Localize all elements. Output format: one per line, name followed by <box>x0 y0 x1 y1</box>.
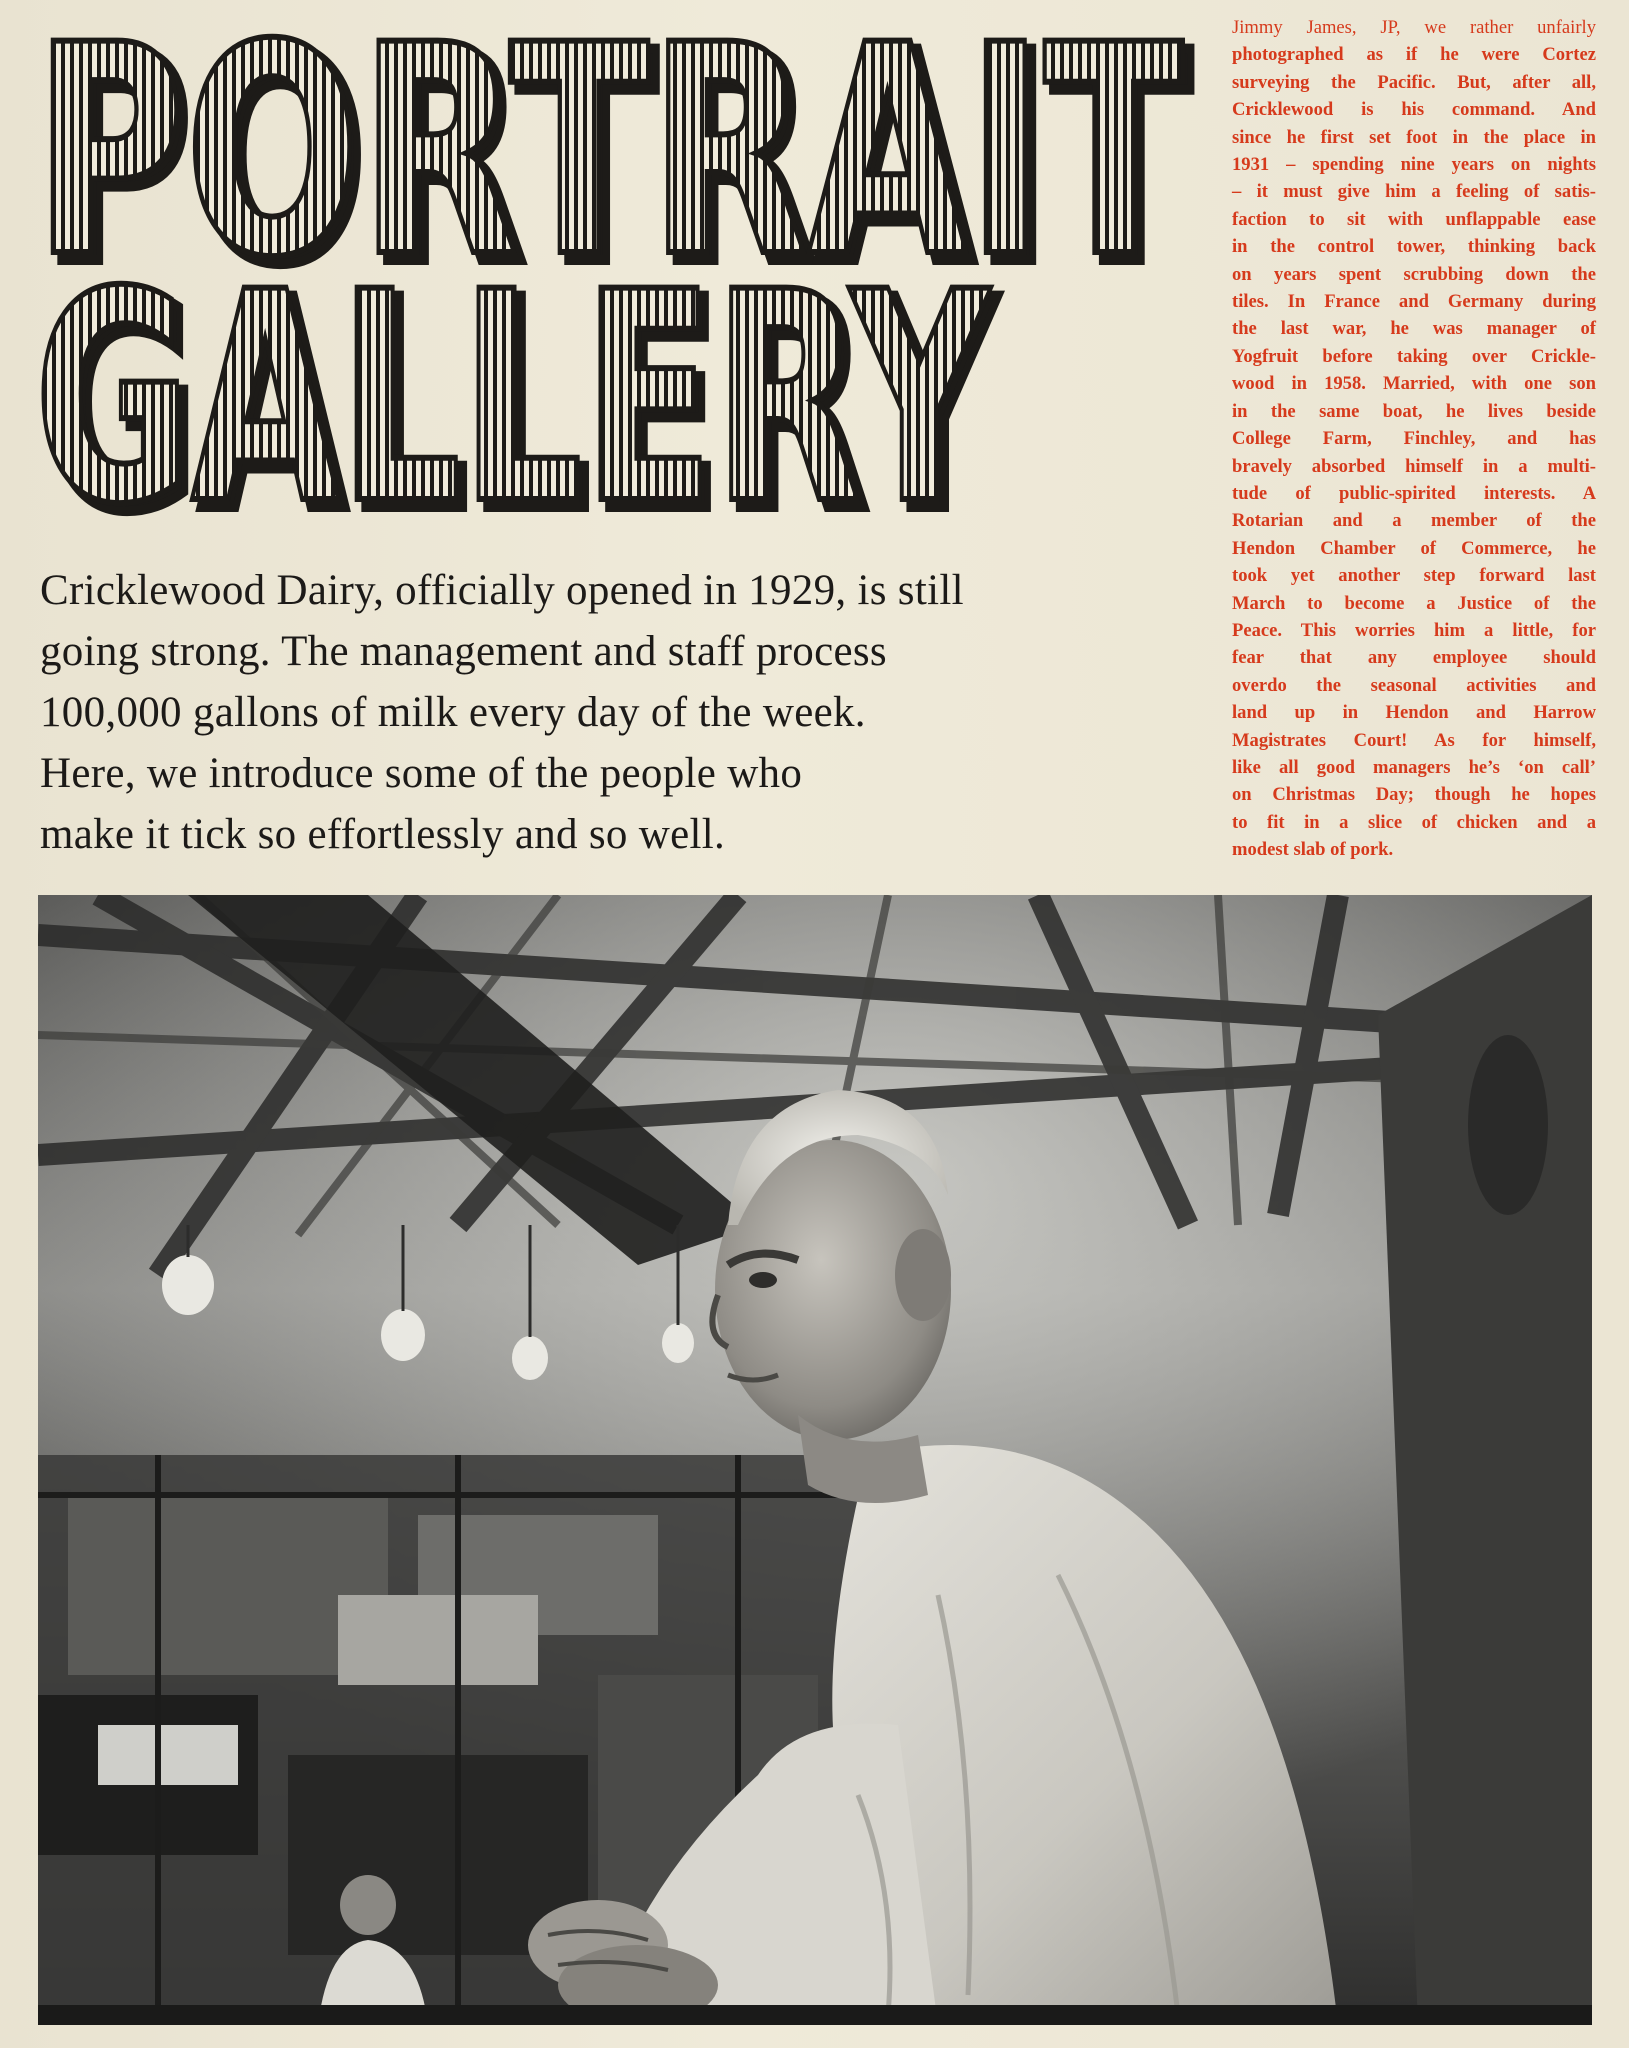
caption-line: to fit in a slice of chicken and a <box>1232 811 1596 833</box>
caption-line: surveying the Pacific. But, after all, <box>1232 71 1596 93</box>
caption-line: tude of public-spirited interests. A <box>1232 482 1596 504</box>
caption-line: College Farm, Finchley, and has <box>1232 428 1596 450</box>
caption-line: Peace. This worries him a little, for <box>1232 619 1596 641</box>
caption-line: Jimmy James, JP, we rather unfairly <box>1232 17 1596 38</box>
page-title <box>34 22 1214 522</box>
title-line2: GALLERY <box>34 231 991 522</box>
caption-line: March to become a Justice of the <box>1232 592 1596 614</box>
caption-line: overdo the seasonal activities and <box>1232 674 1596 696</box>
intro-line: make it tick so effortlessly and so well. <box>40 811 726 858</box>
caption-line: Yogfruit before taking over Crickle- <box>1232 345 1596 367</box>
intro-paragraph <box>40 560 1210 865</box>
title-line1: PORTRAIT <box>34 22 1186 321</box>
caption-line: – it must give him a feeling of satis- <box>1232 181 1596 203</box>
caption-line: Cricklewood is his command. And <box>1232 99 1596 121</box>
portrait-photo <box>38 895 1592 2025</box>
intro-line: going strong. The management and staff process <box>40 628 887 675</box>
intro-line: Cricklewood Dairy, officially opened in 1929, is still <box>40 567 964 614</box>
intro-line: 100,000 gallons of milk every day of the week. <box>40 689 866 736</box>
caption-line: on Christmas Day; though he hopes <box>1232 784 1596 806</box>
photo-illustration <box>38 895 1592 2025</box>
caption-line: on years spent scrubbing down the <box>1232 263 1596 285</box>
caption-line: land up in Hendon and Harrow <box>1232 702 1596 724</box>
caption-line: tiles. In France and Germany during <box>1232 291 1596 313</box>
caption-line: took yet another step forward last <box>1232 565 1596 587</box>
title-lettering <box>34 22 1214 522</box>
caption-line: Hendon Chamber of Commerce, he <box>1232 537 1596 559</box>
caption-line: in the same boat, he lives beside <box>1232 400 1596 422</box>
caption-line: in the control tower, thinking back <box>1232 236 1596 258</box>
title-line2-shadow: GALLERY <box>42 239 999 522</box>
caption-line: Rotarian and a member of the <box>1232 510 1596 532</box>
caption-line: photographed as if he were Cortez <box>1232 44 1596 66</box>
caption-line: Magistrates Court! As for himself, <box>1232 729 1596 751</box>
caption-line: fear that any employee should <box>1232 647 1596 669</box>
caption-line: modest slab of pork. <box>1232 839 1394 861</box>
caption-line: like all good managers he’s ‘on call’ <box>1232 756 1596 778</box>
caption-line: faction to sit with unflappable ease <box>1232 208 1596 230</box>
title-line1-shadow: PORTRAIT <box>42 22 1194 329</box>
caption-line: 1931 – spending nine years on nights <box>1232 154 1596 176</box>
caption-line: the last war, he was manager of <box>1232 318 1596 340</box>
caption-line: bravely absorbed himself in a multi- <box>1232 455 1596 477</box>
caption-line: since he first set foot in the place in <box>1232 126 1596 148</box>
caption-line: wood in 1958. Married, with one son <box>1232 373 1596 395</box>
portrait-caption <box>1232 14 1596 864</box>
intro-line: Here, we introduce some of the people who <box>40 750 803 797</box>
